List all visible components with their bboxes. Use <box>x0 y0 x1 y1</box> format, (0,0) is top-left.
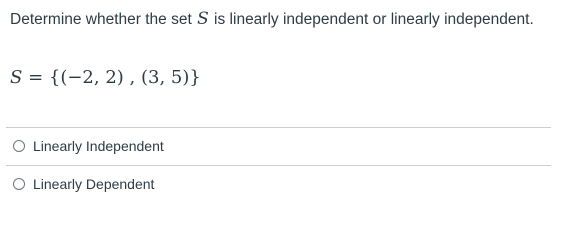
set-definition <box>10 67 201 88</box>
radio-button-icon[interactable] <box>13 178 25 190</box>
option-label: Linearly Independent <box>33 138 164 154</box>
set-variable: S <box>10 67 23 88</box>
question-suffix: is linearly independent or linearly independent. <box>209 11 534 28</box>
question-set-variable: S <box>197 9 209 29</box>
divider-top <box>6 127 551 128</box>
option-linearly-independent[interactable] <box>13 138 164 154</box>
equals-sign: = <box>22 67 49 88</box>
set-expression: {(−2, 2) , (3, 5)} <box>48 67 201 88</box>
radio-button-icon[interactable] <box>13 140 25 152</box>
question-prefix: Determine whether the set <box>10 11 197 28</box>
question-text <box>10 9 534 29</box>
option-linearly-dependent[interactable] <box>13 176 154 192</box>
divider-middle <box>6 165 551 166</box>
option-label: Linearly Dependent <box>33 176 155 192</box>
